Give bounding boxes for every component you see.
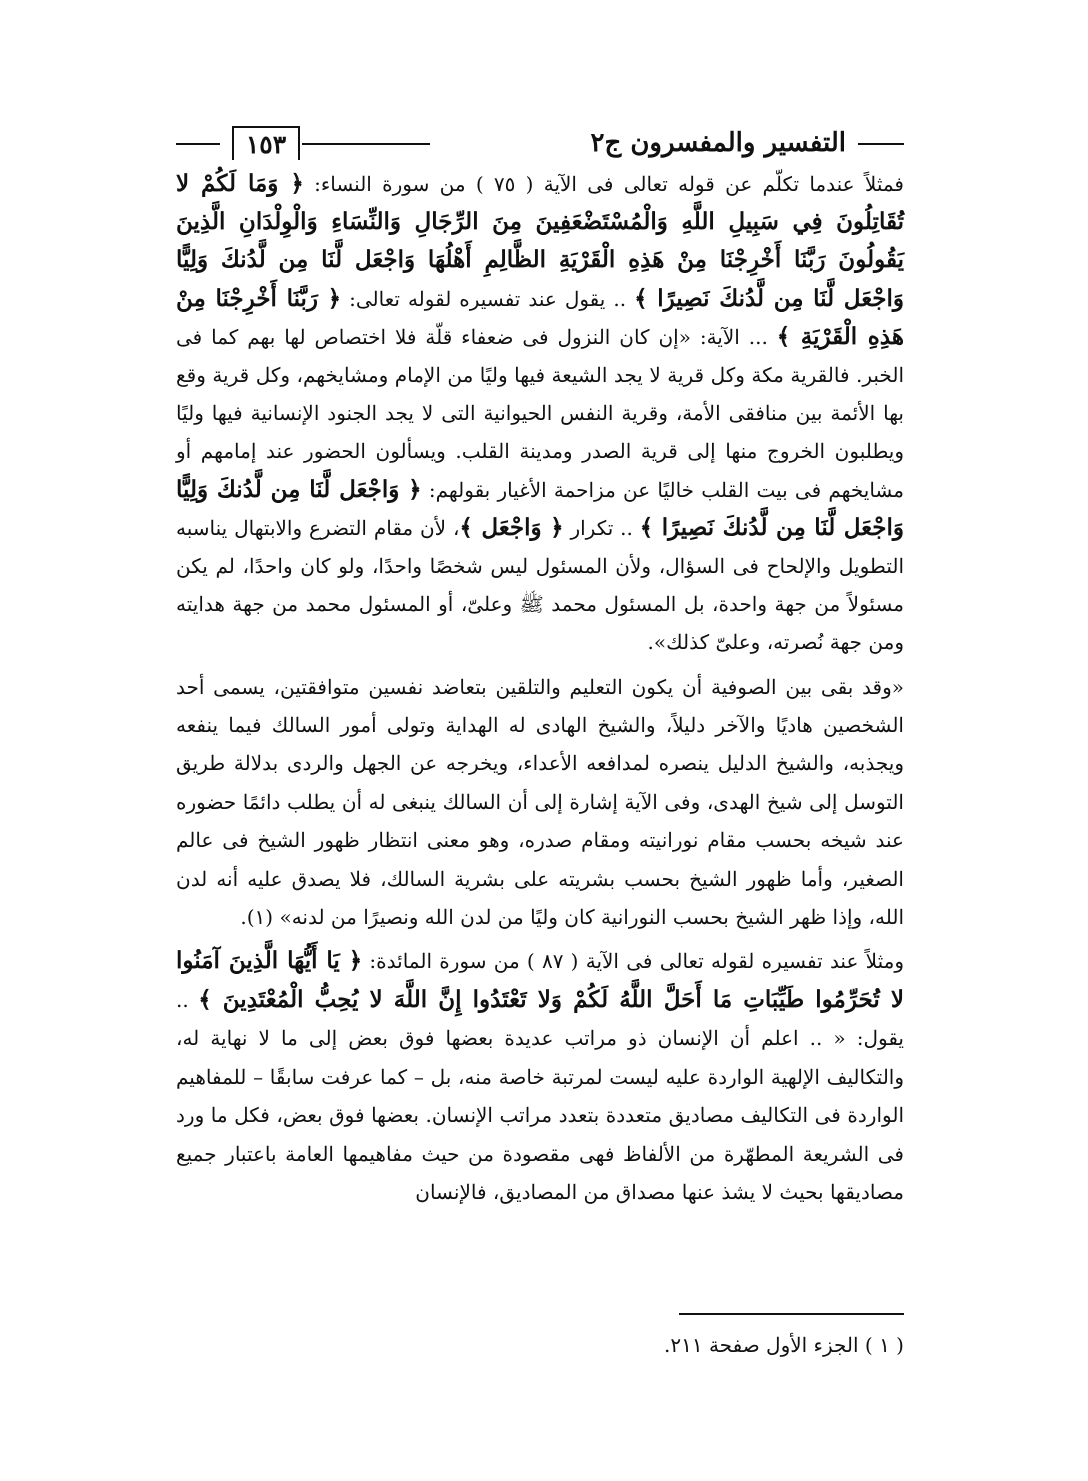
running-title: التفسير والمفسرون ج٢ [590,128,846,158]
header-rule-left [176,143,220,145]
paragraph-text: .. يقول: « .. اعلم أن الإنسان ذو مراتب عديدة بعضها فوق بعض إلى ما لا نهاية له، والتكاليف الإلهية الواردة عليه ليست لمرتبة خاصة منه، بل – كما عرفت سابقًا – للمفاهيم الواردة فى التكاليف مصاديق متعددة بتعدد مراتب الإنسان. بعضها فوق بعض، فكل ما ورد فى الشريعة المطهّرة من الألفاظ فهى مقصودة من حيث مفاهيمها العامة باعتبار جميع مصاديقها بحيث لا يشذ عنها مصداق من المصاديق، فالإنسان [176,987,904,1204]
quran-verse: ﴿ يَا أَيُّهَا الَّذِينَ آمَنُوا لا تُحَرِّمُوا طَيِّبَاتِ مَا أَحَلَّ اللَّهُ لَكُمْ وَلا تَعْتَدُوا إِنَّ اللَّهَ لا يُحِبُّ الْمُعْتَدِينَ ﴾ [176,947,904,1013]
paragraph-al-maidah [176,942,904,1211]
paragraph-text: ... الآية: «إن كان النزول فى ضعفاء قلّة فلا اختصاص لها بهم كما فى الخبر. فالقرية مكة وكل قرية لا يجد الشيعة فيها وليًا من الإمام ومشايخهم، وكل قرية وقع بها الأئمة بين منافقى الأمة، وقرية النفس الحيوانية التى لا يجد الجنود الإنسانية فيها وليًا ويطلبون الخروج منها إلى قرية الصدر ومدينة القلب. ويسألون الحضور عند إمامهم أو مشايخهم فى بيت القلب خاليًا عن مزاحمة الأغيار بقولهم: [176,324,904,502]
quran-verse: ﴿ وَمَا لَكُمْ لا تُقَاتِلُونَ فِي سَبِيلِ اللَّهِ وَالْمُسْتَضْعَفِينَ مِنَ الرِّجَالِ وَالنِّسَاءِ وَالْوِلْدَانِ الَّذِينَ يَقُولُونَ رَبَّنَا أَخْرِجْنَا مِنْ هَذِهِ الْقَرْيَةِ الظَّالِمِ أَهْلُهَا وَاجْعَل لَّنَا مِن لَّدُنكَ وَلِيًّا وَاجْعَل لَّنَا مِن لَّدُنكَ نَصِيرًا ﴾ [176,170,905,312]
page-number: ١٥٣ [232,126,300,160]
paragraph-intro: ومثلاً عند تفسيره لقوله تعالى فى الآية ( ٨٧ ) من سورة المائدة: [362,949,904,974]
paragraph-text: .. يقول عند تفسيره لقوله تعالى: [341,286,635,311]
header-rule-right [858,143,904,145]
paragraph-an-nisa [176,165,904,662]
main-text [176,165,904,1217]
quran-verse: ﴿ وَاجْعَل ﴾ [459,513,564,541]
footnote: ( ١ ) الجزء الأول صفحة ٢١١. [664,1333,904,1357]
paragraph-intro: فمثلاً عندما تكلّم عن قوله تعالى فى الآية ( ٧٥ ) من سورة النساء: [303,172,904,196]
quran-verse: ﴿ وَاجْعَل لَّنَا مِن لَّدُنكَ وَلِيًّا وَاجْعَل لَّنَا مِن لَّدُنكَ نَصِيرًا ﴾ [176,475,904,541]
footnote-divider [679,1313,904,1315]
quran-verse: ﴿ رَبَّنَا أَخْرِجْنَا مِنْ هَذِهِ الْقَرْيَةِ ﴾ [176,284,905,350]
header-rule-middle [302,143,430,145]
book-page [176,126,904,1406]
paragraph-sufi-teaching: «وقد بقى بين الصوفية أن يكون التعليم والتلقين بتعاضد نفسين متوافقتين، يسمى أحد الشخصين هاديًا والآخر دليلاً، والشيخ الهادى له الهداية وتولى أمور السالك فيما ينفعه ويجذبه، والشيخ الدليل ينصره لمدافعه الأعداء، ويخرجه عن الجهل والردى بدلالة طريق التوسل إلى شيخ الهدى، وفى الآية إشارة إلى أن السالك ينبغى له أن يطلب دائمًا حضوره عند شيخه بحسب مقام نورانيته ومقام صدره، وهو معنى انتظار ظهور الشيخ فى عالم الصغير، وأما ظهور الشيخ بحسب بشريته على بشرية السالك، فلا يصدق عليه أنه لدن الله، وإذا ظهر الشيخ بحسب النورانية كان وليًا من لدن الله ونصيرًا من لدنه» (١). [176,674,904,930]
paragraph-text: ، لأن مقام التضرع والابتهال يناسبه التطويل والإلحاح فى السؤال، ولأن المسئول ليس شخصًا واحدًا، ولو كان واحدًا، لم يكن مسئولاً من جهة واحدة، بل المسئول محمد ﷺ وعلىّ، أو المسئول محمد من جهة هدايته ومن جهة نُصرته، وعلىّ كذلك». [176,515,904,655]
page-header [176,126,904,162]
paragraph-text: .. تكرار [563,515,640,540]
